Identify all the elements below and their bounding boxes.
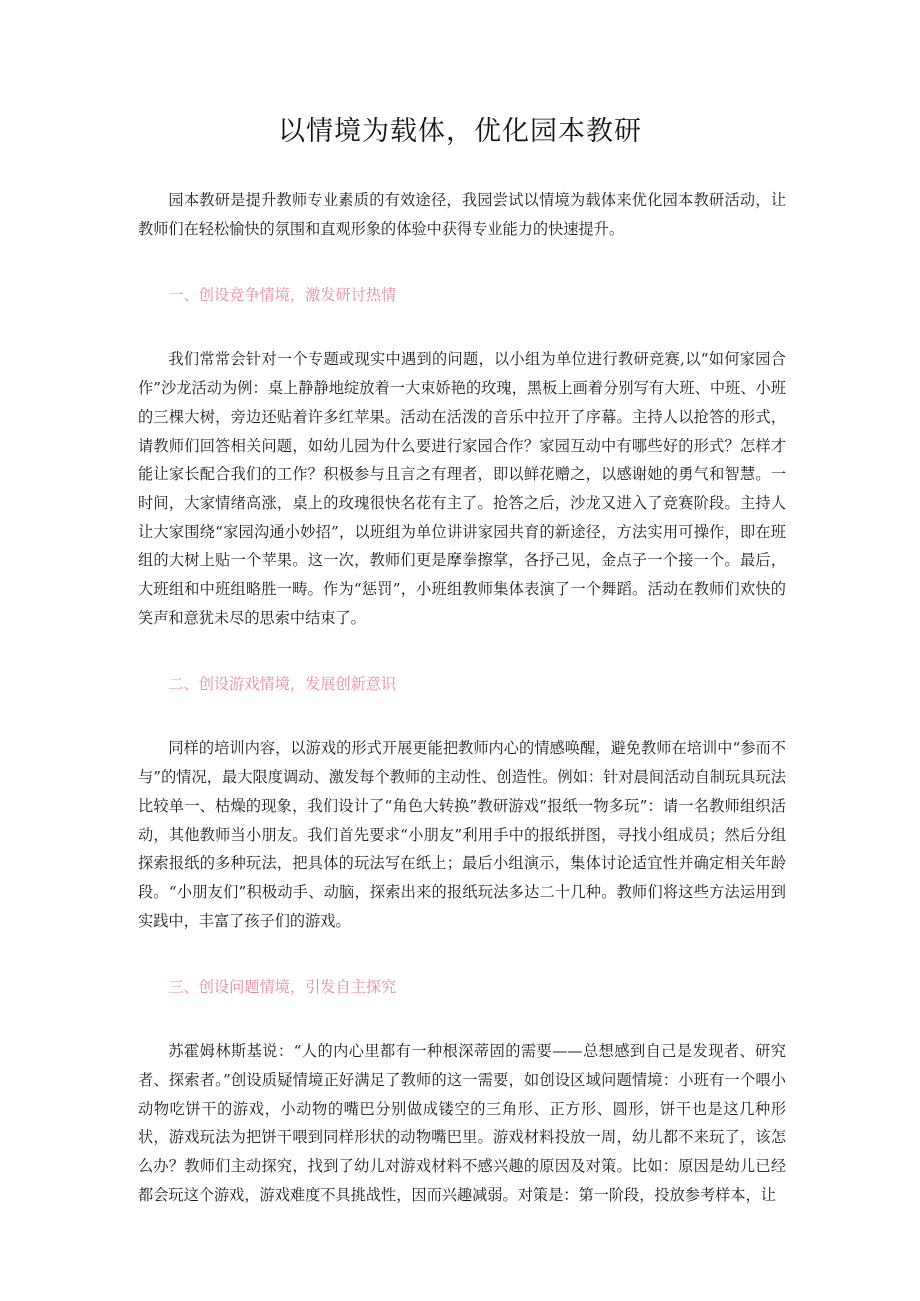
spacer xyxy=(138,243,786,281)
section-3-paragraph: 苏霍姆林斯基说：“人的内心里都有一种根深蒂固的需要——总想感到自己是发现者、研究者、探索者。”创设质疑情境正好满足了教师的这一需要，如创设区域问题情境：小班有一个喂小动物吃饼干的游戏，小动物的嘴巴分别做成镂空的三角形、正方形、圆形，饼干也是这几种形状，游戏玩法为把饼干喂到同样形状的动物嘴巴里。游戏材料投放一周，幼儿都不来玩了，该怎么办？教师们主动探究，找到了幼儿对游戏材料不感兴趣的原因及对策。比如：原因是幼儿已经都会玩这个游戏，游戏难度不具挑战性，因而兴趣减弱。对策是：第一阶段，投放参考样本，让 xyxy=(138,1042,786,1204)
spacer xyxy=(138,632,786,670)
spacer xyxy=(138,309,786,345)
section-2-heading: 二、创设游戏情境，发展创新意识 xyxy=(168,675,397,694)
document-title: 以情境为载体，优化园本教研 xyxy=(278,116,642,147)
intro-paragraph: 园本教研是提升教师专业素质的有效途径，我园尝试以情境为载体来优化园本教研活动，让教师们在轻松愉快的氛围和直观形象的体验中获得专业能力的快速提升。 xyxy=(138,191,786,238)
section-1-heading: 一、创设竞争情境，激发研讨热情 xyxy=(168,286,397,305)
spacer xyxy=(138,1001,786,1037)
document-body xyxy=(138,186,786,1210)
section-1-paragraph: 我们常常会针对一个专题或现实中遇到的问题，以小组为单位进行教研竞赛,以“如何家园合作”沙龙活动为例：桌上静静地绽放着一大束娇艳的玫瑰，黑板上画着分别写有大班、中班、小班的三棵大树，旁边还贴着许多红苹果。活动在活泼的音乐中拉开了序幕。主持人以抢答的形式，请教师们回答相关问题，如幼儿园为什么要进行家园合作？家园互动中有哪些好的形式？怎样才能让家长配合我们的工作？积极参与且言之有理者，即以鲜花赠之，以感谢她的勇气和智慧。一时间，大家情绪高涨，桌上的玫瑰很快名花有主了。抢答之后，沙龙又进入了竞赛阶段。主持人让大家围绕“家园沟通小妙招”，以班组为单位讲讲家园共育的新途径，方法实用可操作，即在班组的大树上贴一个苹果。这一次，教师们更是摩拳擦掌，各抒己见，金点子一个接一个。最后，大班组和中班组略胜一畴。作为“惩罚”，小班组教师集体表演了一个舞蹈。活动在教师们欢快的笑声和意犹未尽的思索中结束了。 xyxy=(138,350,786,627)
section-2-paragraph: 同样的培训内容，以游戏的形式开展更能把教师内心的情感唤醒，避免教师在培训中“参而不与”的情况，最大限度调动、激发每个教师的主动性、创造性。例如：针对晨间活动自制玩具玩法比较单一、枯燥的现象，我们设计了“角色大转换”教研游戏“报纸一物多玩”：请一名教师组织活动，其他教师当小朋友。我们首先要求“小朋友”利用手中的报纸拼图，寻找小组成员；然后分组探索报纸的多种玩法，把具体的玩法写在纸上；最后小组演示，集体讨论适宜性并确定相关年龄段。“小朋友们”积极动手、动脑，探索出来的报纸玩法多达二十几种。教师们将这些方法运用到实践中，丰富了孩子们的游戏。 xyxy=(138,739,786,930)
section-3-heading: 三、创设问题情境，引发自主探究 xyxy=(168,978,397,997)
spacer xyxy=(138,698,786,734)
spacer xyxy=(138,935,786,973)
